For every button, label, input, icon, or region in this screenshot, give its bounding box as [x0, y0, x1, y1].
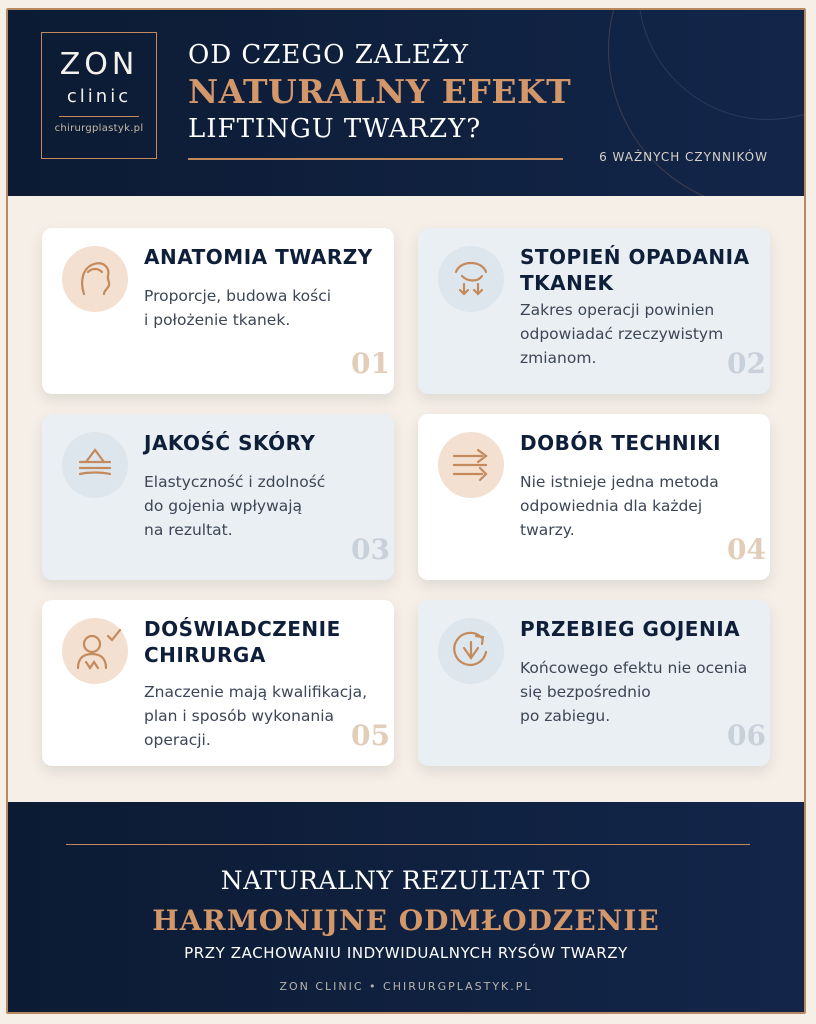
factors-count-label: 6 WAŻNYCH CZYNNIKÓW	[599, 150, 768, 164]
healing-cycle-icon	[438, 618, 504, 684]
card-text	[144, 284, 331, 332]
card-number: 05	[351, 719, 390, 752]
skin-layers-icon	[62, 432, 128, 498]
card-text	[520, 298, 723, 370]
card-text-line: Elastyczność i zdolność	[144, 473, 326, 491]
card-title: ANATOMIA TWARZY	[144, 245, 373, 269]
card-text-line: i położenie tkanek.	[144, 311, 291, 329]
logo-url: chirurgplastyk.pl	[54, 123, 144, 134]
card-text-line: do gojenia wpływają	[144, 497, 303, 515]
footer-line-2: HARMONIJNE ODMŁODZENIE	[152, 904, 660, 937]
card-text-line: po zabiegu.	[520, 707, 611, 725]
card-text-line: zmianom.	[520, 349, 597, 367]
headline-divider	[188, 158, 563, 160]
factor-card-tissue-sagging	[418, 228, 770, 394]
card-number: 06	[727, 719, 766, 752]
card-text-line: Nie istnieje jedna metoda	[520, 473, 719, 491]
card-text	[520, 470, 719, 542]
headline-line-2: NATURALNY EFEKT	[188, 72, 572, 111]
card-text-line: Proporcje, budowa kości	[144, 287, 332, 305]
card-text-line: się bezpośrednio	[520, 683, 651, 701]
headline-line-3: LIFTINGU TWARZY?	[188, 114, 482, 144]
factor-card-surgeon-experience	[42, 600, 394, 766]
footer-line-3: PRZY ZACHOWANIU INDYWIDUALNYCH RYSÓW TWARZY	[184, 944, 628, 962]
card-text-line: Końcowego efektu nie ocenia	[520, 659, 748, 677]
decor-ring	[608, 10, 804, 196]
card-text	[144, 680, 367, 752]
card-text-line: Znaczenie mają kwalifikacja,	[144, 683, 368, 701]
logo-sub: clinic	[66, 86, 132, 107]
card-text-line: na rezultat.	[144, 521, 233, 539]
card-number: 04	[727, 533, 766, 566]
footer-line-1: NATURALNY REZULTAT TO	[220, 866, 592, 895]
header-banner	[8, 10, 804, 196]
card-number: 02	[727, 347, 766, 380]
card-title: DOBÓR TECHNIKI	[520, 431, 722, 455]
surgeon-check-icon	[62, 618, 128, 684]
card-text-line: odpowiadać rzeczywistym	[520, 325, 724, 343]
footer-credit: ZON CLINIC • CHIRURGPLASTYK.PL	[279, 980, 533, 993]
footer-banner	[8, 802, 804, 1012]
factor-card-skin-quality	[42, 414, 394, 580]
card-text	[144, 470, 325, 542]
technique-arrows-icon	[438, 432, 504, 498]
card-text	[520, 656, 747, 728]
factor-card-anatomy	[42, 228, 394, 394]
clinic-logo	[41, 32, 157, 159]
card-number: 01	[351, 347, 390, 380]
card-title: JAKOŚĆ SKÓRY	[144, 431, 316, 455]
logo-divider	[59, 116, 139, 117]
card-title: DOŚWIADCZENIE CHIRURGA	[144, 617, 341, 667]
headline-line-1: OD CZEGO ZALEŻY	[188, 40, 470, 70]
card-text-line: twarzy.	[520, 521, 575, 539]
card-title: PRZEBIEG GOJENIA	[520, 617, 741, 641]
footer-divider	[66, 844, 750, 845]
face-profile-icon	[62, 246, 128, 312]
factor-card-healing	[418, 600, 770, 766]
card-number: 03	[351, 533, 390, 566]
card-text-line: operacji.	[144, 731, 211, 749]
card-text-line: plan i sposób wykonania	[144, 707, 335, 725]
tissue-sagging-icon	[438, 246, 504, 312]
card-title: STOPIEŃ OPADANIA TKANEK	[520, 245, 750, 295]
infographic-frame	[6, 8, 806, 1014]
logo-brand: ZON	[59, 47, 139, 82]
card-text-line: Zakres operacji powinien	[520, 301, 715, 319]
factor-card-technique	[418, 414, 770, 580]
card-text-line: odpowiednia dla każdej	[520, 497, 703, 515]
